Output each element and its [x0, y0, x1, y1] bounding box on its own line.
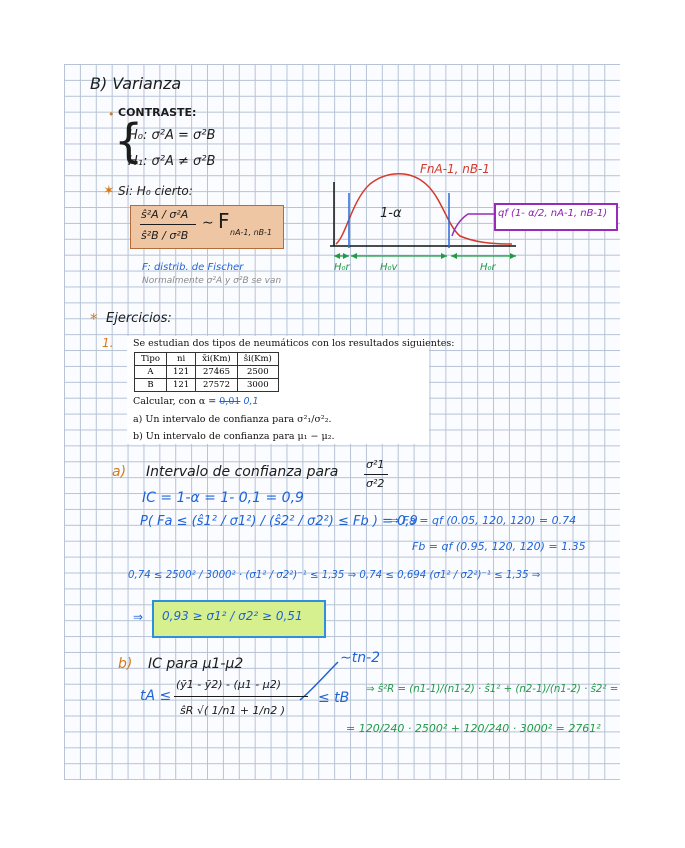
- problem-number: 1.: [102, 336, 114, 350]
- f-dist-label: FnA-1, nB-1: [420, 162, 490, 176]
- alternative-hypothesis: H₁: σ²A ≠ σ²B: [128, 154, 216, 169]
- part-a-title: Intervalo de confianza para: [146, 464, 339, 480]
- si-h0-title: Si: H₀ cierto:: [118, 184, 193, 198]
- table-header: ni: [166, 353, 195, 366]
- table-header: ŝi(Km): [237, 353, 278, 366]
- table-cell: 121: [166, 366, 195, 379]
- pooled-variance-line1: ⇒ ŝ²R = (n1-1)/(n1-2) · ŝ1² + (n2-1)/(n1-2) · ŝ2² =: [366, 684, 619, 695]
- table-header: Tipo: [135, 353, 167, 366]
- t-distribution: ∼tn-2: [340, 650, 381, 666]
- part-a-frac-den: σ²2: [366, 477, 385, 490]
- part-a-statement: a) Un intervalo de confianza para σ²₁/σ²₂.: [133, 414, 332, 425]
- table-header: x̄i(Km): [196, 353, 238, 366]
- alpha-new: 0,1: [243, 396, 259, 407]
- bullet: •: [108, 108, 115, 121]
- result-text: 0,93 ≥ σ1² / σ2² ≥ 0,51: [162, 609, 303, 623]
- ejercicios-star: *: [90, 310, 98, 328]
- problem-statement: Se estudian dos tipos de neumáticos con los resultados siguientes:: [133, 338, 455, 349]
- t-upper: ≤ tB: [318, 690, 350, 706]
- fa-line: ⇒ Fa = qf (0.05, 120, 120) = 0.74: [390, 514, 577, 527]
- center-area-label: 1-α: [380, 206, 402, 221]
- f-symbol: F: [218, 209, 230, 233]
- table-cell: B: [135, 379, 167, 392]
- f-degrees: nA-1, nB-1: [230, 228, 272, 237]
- statistic-numerator: ŝ²A / σ²A: [141, 208, 189, 221]
- table-cell: 121: [166, 379, 195, 392]
- t-denominator: ŝR √( 1/n1 + 1/n2 ): [180, 704, 286, 717]
- pooled-variance-line2: = 120/240 · 2500² + 120/240 · 3000² = 2761²: [346, 722, 601, 735]
- null-hypothesis: H₀: σ²A = σ²B: [128, 128, 216, 143]
- ic-line: IC = 1-α = 1- 0,1 = 0,9: [142, 490, 304, 506]
- table-cell: 2500: [237, 366, 278, 379]
- part-a-label: a): [112, 464, 127, 480]
- hypothesis-brace: {: [114, 114, 144, 168]
- table-cell: A: [135, 366, 167, 379]
- quantile-label: qf (1- α/2, nA-1, nB-1): [498, 208, 608, 219]
- region-right-label: H₀r: [480, 262, 496, 273]
- fb-line: Fb = qf (0.95, 120, 120) = 1.35: [412, 540, 586, 553]
- table-cell: 27572: [196, 379, 238, 392]
- f-note-line1: F: distrib. de Fischer: [142, 262, 244, 273]
- part-b-statement: b) Un intervalo de confianza para μ₁ − μ₂.: [133, 431, 335, 442]
- contraste-title: CONTRASTE:: [118, 106, 197, 119]
- part-b-title: IC para μ1-μ2: [148, 656, 244, 672]
- t-numerator: (ȳ1 - ȳ2) - (μ1 - μ2): [176, 678, 282, 691]
- table-cell: 3000: [237, 379, 278, 392]
- inequality-line: 0,74 ≤ 2500² / 3000² · (σ1² / σ2²)⁻¹ ≤ 1,35 ⇒ 0,74 ≤ 0,694 (σ1² / σ2²)⁻¹ ≤ 1,35 ⇒: [128, 570, 541, 581]
- f-note-line2: Normalmente σ²A y σ²B se van: [142, 276, 282, 286]
- calc-prefix: Calcular, con α =: [133, 396, 217, 407]
- table-cell: 27465: [196, 366, 238, 379]
- star-icon: ✶: [103, 183, 115, 199]
- t-fraction-bar: [174, 696, 308, 697]
- part-a-frac-num: σ²1: [366, 458, 385, 471]
- alpha-old: 0,01: [219, 396, 241, 407]
- result-arrow: ⇒: [133, 610, 144, 624]
- region-mid-label: H₀v: [380, 262, 398, 273]
- region-left-label: H₀r: [334, 262, 350, 273]
- statistic-denominator: ŝ²B / σ²B: [141, 229, 189, 242]
- t-lower: tA ≤: [140, 688, 172, 704]
- prob-line: P( Fa ≤ (ŝ1² / σ1²) / (ŝ2² / σ2²) ≤ Fb ) = 0,9: [140, 514, 418, 529]
- section-heading: B) Varianza: [90, 74, 182, 93]
- distributed-as: ∼: [202, 215, 214, 231]
- ejercicios-title: Ejercicios:: [106, 311, 172, 326]
- part-b-label: b): [118, 656, 133, 672]
